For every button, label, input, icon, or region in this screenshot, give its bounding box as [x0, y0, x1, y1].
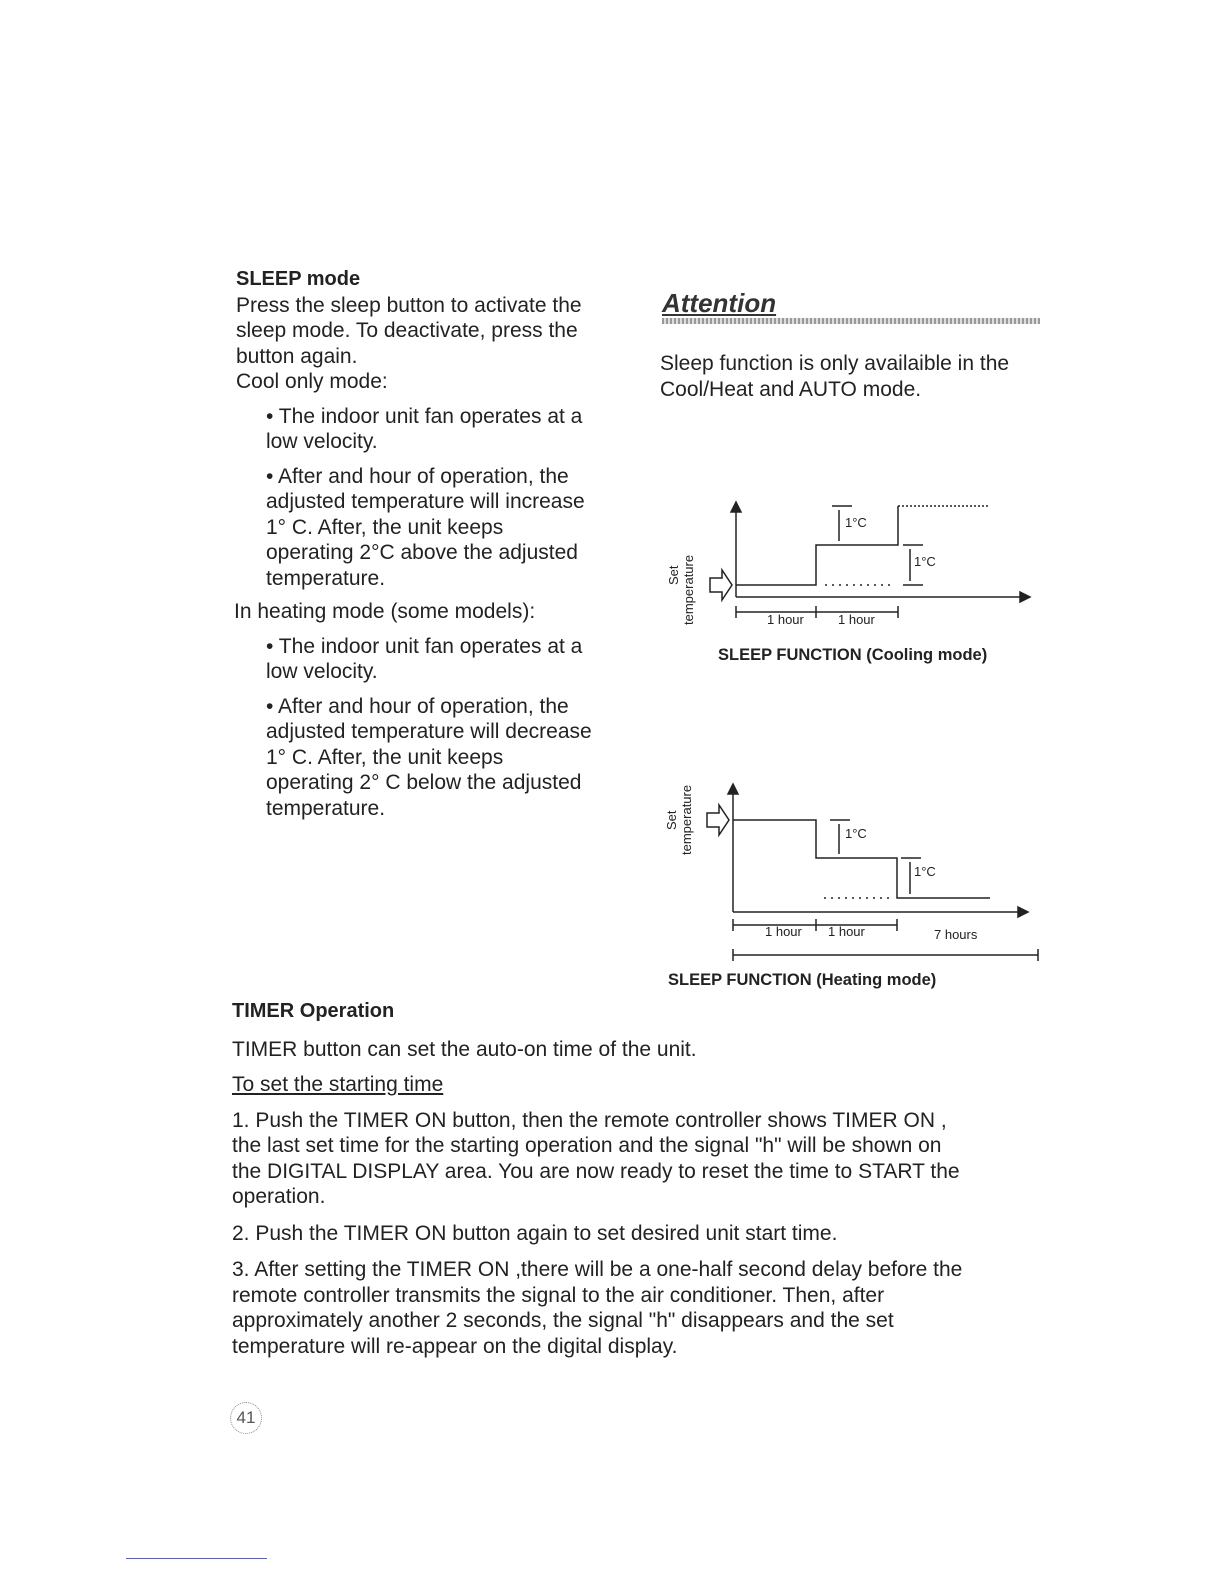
- cool-ylabel-2: temperature: [681, 554, 696, 625]
- timer-step-1a: 1. Push the TIMER ON button, then the remote controller shows TIMER ON ,: [232, 1108, 947, 1132]
- timer-step-3c: approximately another 2 seconds, the signal "h" disappears and the set: [232, 1309, 894, 1332]
- attention-title: Attention: [662, 288, 777, 318]
- heat-step-2: 1°C: [914, 864, 936, 879]
- timer-step-3d: temperature will re-appear on the digital display.: [232, 1334, 678, 1358]
- heat-bullet-1a: • The indoor unit fan operates at a: [266, 634, 583, 658]
- heat-bullet-2b: adjusted temperature will decrease: [266, 720, 592, 743]
- heating-caption: SLEEP FUNCTION (Heating mode): [668, 971, 937, 989]
- timer-step-3a: 3. After setting the TIMER ON ,there will be a one-half second delay before the: [232, 1258, 963, 1281]
- page-number: 41: [230, 1402, 262, 1434]
- timer-section: [232, 999, 1052, 1359]
- cool-label: Cool only mode:: [236, 370, 388, 393]
- attention-line-1: Sleep function is only availaible in the: [660, 352, 1010, 375]
- timer-step-2: 2. Push the TIMER ON button again to set desired unit start time.: [232, 1221, 838, 1245]
- cool-step-2: 1°C: [914, 554, 936, 569]
- attention-line-2: Cool/Heat and AUTO mode.: [660, 377, 922, 401]
- cooling-caption: SLEEP FUNCTION (Cooling mode): [718, 646, 988, 664]
- sleep-intro-1: Press the sleep button to activate the: [236, 293, 582, 317]
- heat-step-1: 1°C: [845, 826, 867, 841]
- heat-bullet-2c: 1° C. After, the unit keeps: [266, 745, 504, 769]
- cool-bullet-2a: • After and hour of operation, the: [266, 464, 569, 488]
- timer-heading: TIMER Operation: [232, 1000, 395, 1022]
- timer-subheading: To set the starting time: [232, 1073, 444, 1096]
- cool-bullet-2b: adjusted temperature will increase: [266, 490, 585, 513]
- cool-bullet-1b: low velocity.: [266, 430, 378, 453]
- timer-step-1b: the last set time for the starting operation and the signal "h" will be shown on: [232, 1134, 942, 1157]
- heat-hour-1: 1 hour: [765, 924, 802, 939]
- heat-hour-2: 1 hour: [828, 924, 865, 939]
- timer-step-1c: the DIGITAL DISPLAY area. You are now ready to reset the time to START the: [232, 1159, 960, 1183]
- timer-step-3b: remote controller transmits the signal to the air conditioner. Then, after: [232, 1283, 885, 1307]
- heat-label: In heating mode (some models):: [234, 600, 536, 623]
- cool-bullet-2c: 1° C. After, the unit keeps: [266, 515, 504, 539]
- cooling-diagram: [710, 502, 1030, 618]
- heat-ylabel-2: temperature: [679, 784, 694, 855]
- bottom-rule: [126, 1558, 267, 1559]
- heat-ylabel-1: Set: [664, 810, 679, 830]
- cool-bullet-2d: operating 2°C above the adjusted: [266, 541, 578, 564]
- heating-diagram: [707, 784, 1038, 961]
- sleep-intro-3: button again.: [236, 344, 358, 368]
- heat-hours-7: 7 hours: [934, 927, 978, 942]
- timer-step-1d: operation.: [232, 1185, 326, 1208]
- cool-hour-2: 1 hour: [838, 612, 875, 627]
- sleep-intro-2: sleep mode. To deactivate, press the: [236, 319, 578, 342]
- heat-bullet-1b: low velocity.: [266, 660, 378, 683]
- cool-hour-1: 1 hour: [767, 612, 804, 627]
- cool-bullet-1a: • The indoor unit fan operates at a: [266, 404, 583, 428]
- heat-bullet-2e: temperature.: [266, 796, 386, 820]
- cool-ylabel-1: Set: [666, 565, 681, 585]
- sleep-heading: SLEEP mode: [236, 268, 361, 290]
- cool-step-1: 1°C: [845, 515, 867, 530]
- heat-bullet-2a: • After and hour of operation, the: [266, 694, 569, 718]
- timer-intro: TIMER button can set the auto-on time of the unit.: [232, 1037, 697, 1061]
- heat-bullet-2d: operating 2° C below the adjusted: [266, 771, 582, 794]
- cool-bullet-2e: temperature.: [266, 566, 386, 590]
